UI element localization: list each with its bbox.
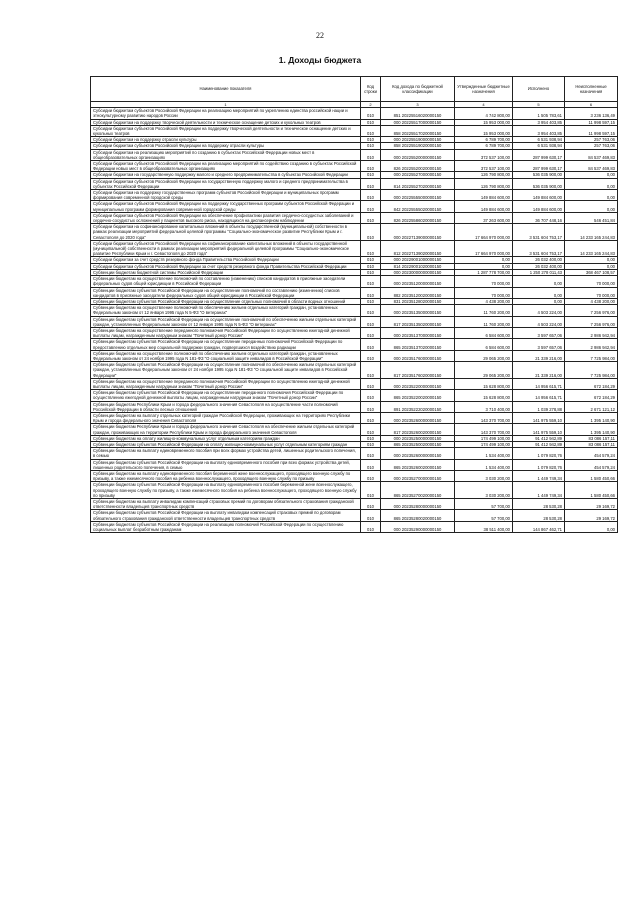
- cell-remaining: 1 395 140,90: [565, 424, 618, 435]
- cell-income-code: 814 20225527020000150: [381, 178, 455, 189]
- cell-line-code: 010: [361, 263, 381, 269]
- cell-name: Субсидии бюджетам на софинансирование капитальных вложений в объекты государственной (муниципальной) собственности в рамках реализации мероприятий федеральной целевой программы "Социально-экономическое развитие Республики Крым и г. Севастополя до 2020 года": [91, 224, 361, 241]
- cell-income-code: 000 20225520000000150: [381, 149, 455, 160]
- cell-income-code: 000 20235270000000150: [381, 471, 455, 482]
- cell-remaining: 1 395 140,90: [565, 412, 618, 423]
- cell-name: Субвенции бюджетам Республики Крым и города федерального значения Севастополя на обеспечение жильем отдельных категорий граждан, проживающих на территории Республики Крым и города федерального значения Севастополя: [91, 424, 361, 435]
- cell-remaining: 0,00: [565, 172, 618, 178]
- cell-executed: 3 954 403,85: [513, 125, 565, 136]
- cell-name: Субсидии бюджетам субъектов Российской Федерации на поддержку государственных программ субъектов Российской Федерации и муниципальных программ формирования современной городской среды: [91, 201, 361, 212]
- cell-approved: 11 760 200,00: [455, 305, 513, 316]
- cell-remaining: 454 579,24: [565, 448, 618, 459]
- cell-remaining: 546 451,84: [565, 212, 618, 223]
- cell-executed: 1 505 783,61: [513, 108, 565, 119]
- cell-line-code: 010: [361, 424, 381, 435]
- cell-line-code: 010: [361, 143, 381, 149]
- cell-remaining: 3 236 136,49: [565, 108, 618, 119]
- cell-income-code: 865 20235137020000150: [381, 339, 455, 350]
- cell-name: Субсидии бюджетам на реализацию мероприятий по созданию в субъектах Российской Федерации новых мест в общеобразовательных организациях: [91, 149, 361, 160]
- cell-income-code: 858 20225519020000150: [381, 143, 455, 149]
- cell-remaining: 1 580 450,66: [565, 482, 618, 499]
- cell-approved: 15 953 000,00: [455, 119, 513, 125]
- cell-name: Субвенции бюджетам субъектов Российской Федерации на осуществление полномочий по обеспечению жильем отдельных категорий граждан, установленных Федеральным законом от 24 ноября 1995 года N 181-ФЗ "О социальной защите инвалидов в Российской Федерации": [91, 362, 361, 379]
- cell-line-code: 010: [361, 178, 381, 189]
- cell-approved: 126 790 800,00: [455, 178, 513, 189]
- cell-income-code: 826 20225586020000150: [381, 212, 455, 223]
- cell-approved: 4 742 800,00: [455, 108, 513, 119]
- cell-name: Субсидии бюджетам субъектов Российской Федерации на софинансирование капитальных вложений в объекты государственной (муниципальной) собственности в рамках реализации мероприятий федеральной целевой программы "Социально-экономическое развитие Республики Крым и г. Севастополя до 2020 года": [91, 240, 361, 257]
- cell-income-code: 000 20235260000000150: [381, 412, 455, 423]
- cell-line-code: 010: [361, 161, 381, 172]
- cell-approved: 29 065 200,00: [455, 350, 513, 361]
- cell-line-code: 010: [361, 441, 381, 447]
- cell-remaining: 11 998 597,15: [565, 119, 618, 125]
- cell-income-code: 000 20235280000000150: [381, 499, 455, 510]
- cell-name: Субсидии бюджетам субъектов Российской Федерации на реализацию мероприятий по укреплению единства российской нации и этнокультурному развитию народов России: [91, 108, 361, 119]
- cell-line-code: 010: [361, 435, 381, 441]
- cell-line-code: 010: [361, 412, 381, 423]
- cell-approved: 6 789 700,00: [455, 143, 513, 149]
- cell-line-code: 010: [361, 125, 381, 136]
- cell-remaining: 14 233 165 244,83: [565, 240, 618, 257]
- cell-executed: 1 250 278 011,43: [513, 269, 565, 275]
- cell-income-code: 000 20225527000000150: [381, 172, 455, 178]
- cell-approved: 174 499 100,00: [455, 441, 513, 447]
- header-remaining: Неисполненные назначения: [565, 77, 618, 102]
- cell-executed: 4 503 224,00: [513, 305, 565, 316]
- cell-line-code: 010: [361, 212, 381, 223]
- cell-executed: 144 867 462,71: [513, 521, 565, 532]
- header-row: [91, 77, 618, 102]
- cell-line-code: 010: [361, 137, 381, 143]
- cell-remaining: 0,00: [565, 263, 618, 269]
- cell-line-code: 010: [361, 172, 381, 178]
- cell-line-code: 010: [361, 448, 381, 459]
- cell-line-code: 010: [361, 298, 381, 304]
- table-row: [91, 412, 618, 423]
- cell-remaining: 672 184,29: [565, 378, 618, 389]
- cell-line-code: 010: [361, 240, 381, 257]
- cell-income-code: 000 20235260000000150: [381, 448, 455, 459]
- cell-remaining: 1 580 450,66: [565, 471, 618, 482]
- cell-executed: 149 884 600,00: [513, 201, 565, 212]
- cell-approved: 37 263 600,00: [455, 212, 513, 223]
- cell-name: Субвенции бюджетам субъектов Российской Федерации на осуществление переданных полномочий Российской Федерации по предоставлению отдельных мер социальной поддержки граждан, подвергшихся воздействию радиации: [91, 339, 361, 350]
- cell-remaining: 29 169,72: [565, 510, 618, 521]
- cell-remaining: 83 086 157,11: [565, 441, 618, 447]
- cell-executed: 149 884 600,00: [513, 190, 565, 201]
- cell-approved: 1 534 400,00: [455, 459, 513, 470]
- table-row: [91, 305, 618, 316]
- cell-remaining: 7 256 976,00: [565, 305, 618, 316]
- cell-approved: 6 789 700,00: [455, 137, 513, 143]
- cell-name: Субсидии бюджетам на поддержку отрасли культуры: [91, 137, 361, 143]
- cell-executed: 26 032 400,00: [513, 257, 565, 263]
- cell-name: Субсидии бюджетам за счет средств резервного фонда Правительства Российской Федерации: [91, 257, 361, 263]
- cell-approved: 4 438 200,00: [455, 298, 513, 304]
- cell-approved: 174 499 100,00: [455, 435, 513, 441]
- cell-executed: 3 954 403,85: [513, 119, 565, 125]
- cell-approved: 3 030 200,00: [455, 471, 513, 482]
- cell-name: Субвенции бюджетам субъектов Российской Федерации на осуществление полномочий по составлению (изменению) списков кандидатов в присяжные заседатели федеральных судов общей юрисдикции в Российской Федерации: [91, 287, 361, 298]
- col-number: 4: [455, 102, 513, 108]
- table-row: [91, 390, 618, 401]
- cell-name: Субсидии бюджетам на государственную поддержку малого и среднего предпринимательства в субъектах Российской Федерации: [91, 172, 361, 178]
- cell-name: Субвенции бюджетам субъектов Российской Федерации на осуществление отдельных полномочий в области водных отношений: [91, 298, 361, 304]
- table-row: [91, 276, 618, 287]
- cell-name: Субвенции бюджетам субъектов Российской Федерации на осуществление переданного полномочия Российской Федерации по осуществлению ежегодной денежной выплаты лицам, награжденным нагрудным знаком "Почетный донор России": [91, 390, 361, 401]
- cell-income-code: 865 20235280020000150: [381, 510, 455, 521]
- cell-line-code: 010: [361, 482, 381, 499]
- cell-approved: 57 700,00: [455, 499, 513, 510]
- cell-approved: 149 884 600,00: [455, 201, 513, 212]
- cell-approved: 143 370 700,00: [455, 424, 513, 435]
- cell-line-code: 010: [361, 305, 381, 316]
- cell-executed: 1 039 278,88: [513, 401, 565, 412]
- cell-line-code: 010: [361, 224, 381, 241]
- cell-line-code: 010: [361, 339, 381, 350]
- header-code: Код строки: [361, 77, 381, 102]
- cell-executed: 3 597 657,06: [513, 327, 565, 338]
- cell-income-code: 891 20235222020000150: [381, 401, 455, 412]
- cell-remaining: 672 184,29: [565, 390, 618, 401]
- table-row: [91, 378, 618, 389]
- cell-line-code: 010: [361, 459, 381, 470]
- cell-remaining: 0,00: [565, 190, 618, 201]
- cell-income-code: 865 20235220020000150: [381, 390, 455, 401]
- cell-executed: 536 035 900,00: [513, 178, 565, 189]
- cell-income-code: 814 20229001020000150: [381, 263, 455, 269]
- cell-remaining: 0,00: [565, 521, 618, 532]
- cell-remaining: 2 986 942,94: [565, 327, 618, 338]
- cell-remaining: 29 169,72: [565, 499, 618, 510]
- cell-name: Субвенции бюджетам на осуществление полномочий по обеспечению жильем отдельных категорий граждан, установленных Федеральным законом от 12 января 1995 года N 5-ФЗ "О ветеранах": [91, 305, 361, 316]
- cell-remaining: 454 579,24: [565, 459, 618, 470]
- cell-remaining: 14 233 165 244,83: [565, 224, 618, 241]
- cell-name: Субсидии бюджетам субъектов Российской Федерации на реализацию мероприятий по содействию созданию в субъектах Российской Федерации новых мест в общеобразовательных организациях: [91, 161, 361, 172]
- cell-approved: 70 000,00: [455, 276, 513, 287]
- col-number: 5: [513, 102, 565, 108]
- cell-name: Субсидии бюджетам на поддержку творческой деятельности и техническое оснащение детских и кукольных театров: [91, 119, 361, 125]
- cell-income-code: 865 20235250020000150: [381, 441, 455, 447]
- col-number: 1: [91, 102, 361, 108]
- cell-executed: 26 032 400,00: [513, 263, 565, 269]
- cell-line-code: 010: [361, 287, 381, 298]
- cell-executed: 3 597 657,06: [513, 339, 565, 350]
- cell-approved: 17 664 970 000,00: [455, 240, 513, 257]
- cell-executed: 141 975 559,10: [513, 412, 565, 423]
- cell-name: Субсидии бюджетам субъектов Российской Федерации за счет средств резервного фонда Правительства Российской Федерации: [91, 263, 361, 269]
- table-row: [91, 224, 618, 241]
- cell-executed: 141 975 559,10: [513, 424, 565, 435]
- cell-line-code: 010: [361, 327, 381, 338]
- table-row: [91, 190, 618, 201]
- cell-income-code: 882 20235120020000150: [381, 287, 455, 298]
- cell-executed: 14 956 615,71: [513, 378, 565, 389]
- cell-name: Субвенции бюджетам субъектов Российской Федерации на выплату единовременного пособия беременной жене военнослужащего, проходящего военную службу по призыву, а также ежемесячного пособия на ребенка военнослужащего, проходящего военную службу по призыву: [91, 482, 361, 499]
- cell-approved: 143 370 700,00: [455, 412, 513, 423]
- cell-approved: 15 953 000,00: [455, 125, 513, 136]
- cell-income-code: 851 20225516020000150: [381, 108, 455, 119]
- cell-name: Субвенции бюджетам субъектов Российской Федерации на оплату жилищно-коммунальных услуг отдельным категориям граждан: [91, 441, 361, 447]
- cell-remaining: 0,00: [565, 178, 618, 189]
- cell-income-code: 865 20235260020000150: [381, 459, 455, 470]
- cell-remaining: 257 763,06: [565, 137, 618, 143]
- cell-executed: 287 999 630,17: [513, 149, 565, 160]
- cell-executed: 0,00: [513, 287, 565, 298]
- table-row: [91, 178, 618, 189]
- cell-approved: 17 664 970 000,00: [455, 224, 513, 241]
- cell-income-code: 858 20225517020000150: [381, 125, 455, 136]
- cell-line-code: 010: [361, 316, 381, 327]
- cell-approved: 57 700,00: [455, 510, 513, 521]
- cell-income-code: 000 20225519000000150: [381, 137, 455, 143]
- cell-remaining: 7 725 984,00: [565, 350, 618, 361]
- cell-remaining: 7 725 984,00: [565, 362, 618, 379]
- cell-executed: 1 079 820,76: [513, 448, 565, 459]
- cell-line-code: 010: [361, 108, 381, 119]
- table-row: [91, 108, 618, 119]
- cell-approved: 3 030 200,00: [455, 482, 513, 499]
- cell-approved: 6 584 600,00: [455, 339, 513, 350]
- cell-approved: 149 884 600,00: [455, 190, 513, 201]
- table-row: [91, 362, 618, 379]
- cell-executed: 287 999 630,17: [513, 161, 565, 172]
- table-row: [91, 287, 618, 298]
- cell-line-code: 010: [361, 362, 381, 379]
- cell-executed: 3 531 604 753,17: [513, 240, 565, 257]
- table-row: [91, 339, 618, 350]
- cell-executed: 0,00: [513, 276, 565, 287]
- cell-income-code: 000 20227139000000150: [381, 224, 455, 241]
- cell-executed: 536 035 900,00: [513, 172, 565, 178]
- cell-name: Субвенции бюджетам на выплату инвалидам компенсаций страховых премий по договорам обязательного страхования гражданской ответственности владельцев транспортных средств: [91, 499, 361, 510]
- cell-remaining: 0,00: [565, 201, 618, 212]
- cell-executed: 21 339 216,00: [513, 350, 565, 361]
- cell-income-code: 817 20235135020000150: [381, 316, 455, 327]
- cell-remaining: 4 438 200,00: [565, 298, 618, 304]
- cell-executed: 0,00: [513, 298, 565, 304]
- col-number: 2: [361, 102, 381, 108]
- cell-executed: 4 503 224,00: [513, 316, 565, 327]
- cell-line-code: 010: [361, 499, 381, 510]
- cell-approved: 372 537 100,00: [455, 149, 513, 160]
- cell-executed: 28 530,28: [513, 499, 565, 510]
- cell-executed: 36 707 448,16: [513, 212, 565, 223]
- cell-executed: 6 531 938,94: [513, 137, 565, 143]
- cell-income-code: 000 20235220000000150: [381, 378, 455, 389]
- table-row: [91, 327, 618, 338]
- table-row: [91, 316, 618, 327]
- cell-name: Субвенции бюджетам на выплату единовременного пособия беременной жене военнослужащего, проходящего военную службу по призыву, а также ежемесячного пособия на ребенка военнослужащего, проходящего военную службу по призыву: [91, 471, 361, 482]
- col-number: 3: [381, 102, 455, 108]
- cell-income-code: 000 20235176000000150: [381, 350, 455, 361]
- cell-approved: 3 710 400,00: [455, 401, 513, 412]
- cell-income-code: 842 20225555020000150: [381, 201, 455, 212]
- cell-name: Субсидии бюджетам субъектов Российской Федерации на поддержку отрасли культуры: [91, 143, 361, 149]
- cell-income-code: 000 20229001000000150: [381, 257, 455, 263]
- cell-line-code: 010: [361, 119, 381, 125]
- table-row: [91, 240, 618, 257]
- cell-remaining: 84 537 469,83: [565, 161, 618, 172]
- table-row: [91, 149, 618, 160]
- cell-income-code: 000 20235120000000150: [381, 276, 455, 287]
- cell-executed: 28 530,28: [513, 510, 565, 521]
- cell-income-code: 865 20235270020000150: [381, 482, 455, 499]
- cell-approved: 70 000,00: [455, 287, 513, 298]
- cell-name: Субвенции бюджетам на осуществление переданного полномочия Российской Федерации по осуществлению ежегодной денежной выплаты лицам, награжденным нагрудным знаком "Почетный донор России": [91, 378, 361, 389]
- cell-approved: 1 287 778 700,00: [455, 269, 513, 275]
- table-row: [91, 459, 618, 470]
- cell-line-code: 010: [361, 276, 381, 287]
- cell-income-code: 000 20225517000000150: [381, 119, 455, 125]
- table-row: [91, 212, 618, 223]
- header-name: Наименование показателя: [91, 77, 361, 102]
- cell-remaining: 84 537 469,83: [565, 149, 618, 160]
- cell-line-code: 010: [361, 269, 381, 275]
- cell-executed: 6 531 938,94: [513, 143, 565, 149]
- cell-approved: 6 584 600,00: [455, 327, 513, 338]
- cell-name: Субвенции бюджетам Республики Крым и города федерального значения Севастополя на осуществление части полномочий Российской Федерации в области лесных отношений: [91, 401, 361, 412]
- cell-income-code: 817 20235260020000150: [381, 424, 455, 435]
- cell-name: Субсидии бюджетам субъектов Российской Федерации на поддержку творческой деятельности и техническое оснащение детских и кукольных театров: [91, 125, 361, 136]
- cell-name: Субвенции бюджетам на выплату единовременного пособия при всех формах устройства детей, лишенных родительского попечения, в семью: [91, 448, 361, 459]
- cell-approved: 11 760 200,00: [455, 316, 513, 327]
- cell-executed: 1 449 749,34: [513, 471, 565, 482]
- cell-name: Субвенции бюджетам субъектов Российской Федерации на выплату инвалидам компенсаций страховых премий по договорам обязательного страхования гражданской ответственности владельцев транспортных средств: [91, 510, 361, 521]
- cell-name: Субсидии бюджетам на поддержку государственных программ субъектов Российской Федерации и муниципальных программ формирования современной городской среды: [91, 190, 361, 201]
- table-row: [91, 510, 618, 521]
- col-number: 6: [565, 102, 618, 108]
- cell-remaining: 0,00: [565, 257, 618, 263]
- cell-line-code: 010: [361, 521, 381, 532]
- table-row: [91, 448, 618, 459]
- page-number: 22: [316, 31, 324, 40]
- table-row: [91, 499, 618, 510]
- cell-approved: 29 065 200,00: [455, 362, 513, 379]
- cell-remaining: 70 000,00: [565, 276, 618, 287]
- table-row: [91, 471, 618, 482]
- cell-executed: 91 412 942,89: [513, 441, 565, 447]
- cell-name: Субвенции бюджетам субъектов Российской Федерации на реализацию полномочий Российской Федерации по осуществлению социальных выплат безработным гражданам: [91, 521, 361, 532]
- cell-approved: 15 628 800,00: [455, 378, 513, 389]
- cell-executed: 1 079 820,76: [513, 459, 565, 470]
- header-executed: Исполнено: [513, 77, 565, 102]
- cell-approved: 126 790 800,00: [455, 172, 513, 178]
- cell-income-code: 817 20235176020000150: [381, 362, 455, 379]
- header-kbk: Код дохода по бюджетной классификации: [381, 77, 455, 102]
- cell-remaining: 368 467 108,57: [565, 269, 618, 275]
- cell-line-code: 010: [361, 378, 381, 389]
- table-row: [91, 482, 618, 499]
- cell-income-code: 000 20225555000000150: [381, 190, 455, 201]
- cell-income-code: 000 20235135000000150: [381, 305, 455, 316]
- cell-remaining: 70 000,00: [565, 287, 618, 298]
- cell-approved: 15 628 800,00: [455, 390, 513, 401]
- cell-remaining: 257 763,06: [565, 143, 618, 149]
- cell-line-code: 010: [361, 257, 381, 263]
- cell-executed: 1 449 749,34: [513, 482, 565, 499]
- header-approved: Утвержденные бюджетные назначения: [455, 77, 513, 102]
- cell-line-code: 010: [361, 390, 381, 401]
- cell-remaining: 11 998 597,15: [565, 125, 618, 136]
- cell-approved: 0,00: [455, 263, 513, 269]
- cell-line-code: 010: [361, 471, 381, 482]
- table-row: [91, 424, 618, 435]
- cell-name: Субвенции бюджетам субъектов Российской Федерации на выплату единовременного пособия при всех формах устройства детей, лишенных родительского попечения, в семью: [91, 459, 361, 470]
- cell-income-code: 000 20235137000000150: [381, 327, 455, 338]
- cell-name: Субсидии бюджетам субъектов Российской Федерации на обеспечение профилактики развития сердечно-сосудистых заболеваний и сердечно-сосудистых осложнений у пациентов высокого риска, находящихся на диспансерном наблюдении: [91, 212, 361, 223]
- cell-name: Субвенции бюджетам на осуществление полномочий по составлению (изменению) списков кандидатов в присяжные заседатели федеральных судов общей юрисдикции в Российской Федерации: [91, 276, 361, 287]
- table-row: [91, 350, 618, 361]
- cell-line-code: 010: [361, 201, 381, 212]
- cell-remaining: 7 256 976,00: [565, 316, 618, 327]
- section-title: 1. Доходы бюджета: [278, 55, 362, 65]
- cell-executed: 3 531 604 753,17: [513, 224, 565, 241]
- cell-income-code: 831 20235128020000150: [381, 298, 455, 304]
- table-row: [91, 401, 618, 412]
- revenue-table: [90, 76, 618, 533]
- cell-approved: 1 534 400,00: [455, 448, 513, 459]
- cell-name: Субвенции бюджетам бюджетной системы Российской Федерации: [91, 269, 361, 275]
- table-row: [91, 161, 618, 172]
- table-row: [91, 521, 618, 532]
- cell-name: Субвенции бюджетам на оплату жилищно-коммунальных услуг отдельным категориям граждан: [91, 435, 361, 441]
- cell-income-code: 812 20227139020000150: [381, 240, 455, 257]
- cell-approved: 372 537 100,00: [455, 161, 513, 172]
- cell-name: Субвенции бюджетам субъектов Российской Федерации на осуществление полномочий по обеспечению жильем отдельных категорий граждан, установленных Федеральным законом от 12 января 1995 года N 5-ФЗ "О ветеранах": [91, 316, 361, 327]
- cell-line-code: 010: [361, 149, 381, 160]
- cell-income-code: 000 20235250000000150: [381, 435, 455, 441]
- cell-remaining: 2 671 121,12: [565, 401, 618, 412]
- cell-income-code: 000 20230000000000150: [381, 269, 455, 275]
- cell-name: Субвенции бюджетам на осуществление переданного полномочия Российской Федерации по осуществлению ежегодной денежной выплаты лицам, награжденным нагрудным знаком "Почетный донор России": [91, 327, 361, 338]
- cell-income-code: 826 20225520020000150: [381, 161, 455, 172]
- cell-line-code: 010: [361, 190, 381, 201]
- cell-remaining: 2 986 942,94: [565, 339, 618, 350]
- cell-name: Субсидии бюджетам субъектов Российской Федерации на государственную поддержку малого и среднего предпринимательства в субъектах Российской Федерации: [91, 178, 361, 189]
- table-row: [91, 201, 618, 212]
- cell-name: Субвенции бюджетам на выплату отдельных категорий граждан Российской Федерации, проживающих на территориях Республики Крым и города федерального значения Севастополя: [91, 412, 361, 423]
- cell-executed: 91 412 942,89: [513, 435, 565, 441]
- cell-line-code: 010: [361, 401, 381, 412]
- table-row: [91, 125, 618, 136]
- cell-name: Субвенции бюджетам на осуществление полномочий по обеспечению жильем отдельных категорий граждан, установленных Федеральным законом от 24 ноября 1995 года N 181-ФЗ "О социальной защите инвалидов в Российской Федерации": [91, 350, 361, 361]
- cell-executed: 21 339 216,00: [513, 362, 565, 379]
- cell-executed: 14 956 615,71: [513, 390, 565, 401]
- cell-remaining: 83 086 157,11: [565, 435, 618, 441]
- cell-line-code: 010: [361, 350, 381, 361]
- cell-approved: 0,00: [455, 257, 513, 263]
- cell-line-code: 010: [361, 510, 381, 521]
- cell-income-code: 000 20235290000000150: [381, 521, 455, 532]
- cell-approved: 38 511 400,00: [455, 521, 513, 532]
